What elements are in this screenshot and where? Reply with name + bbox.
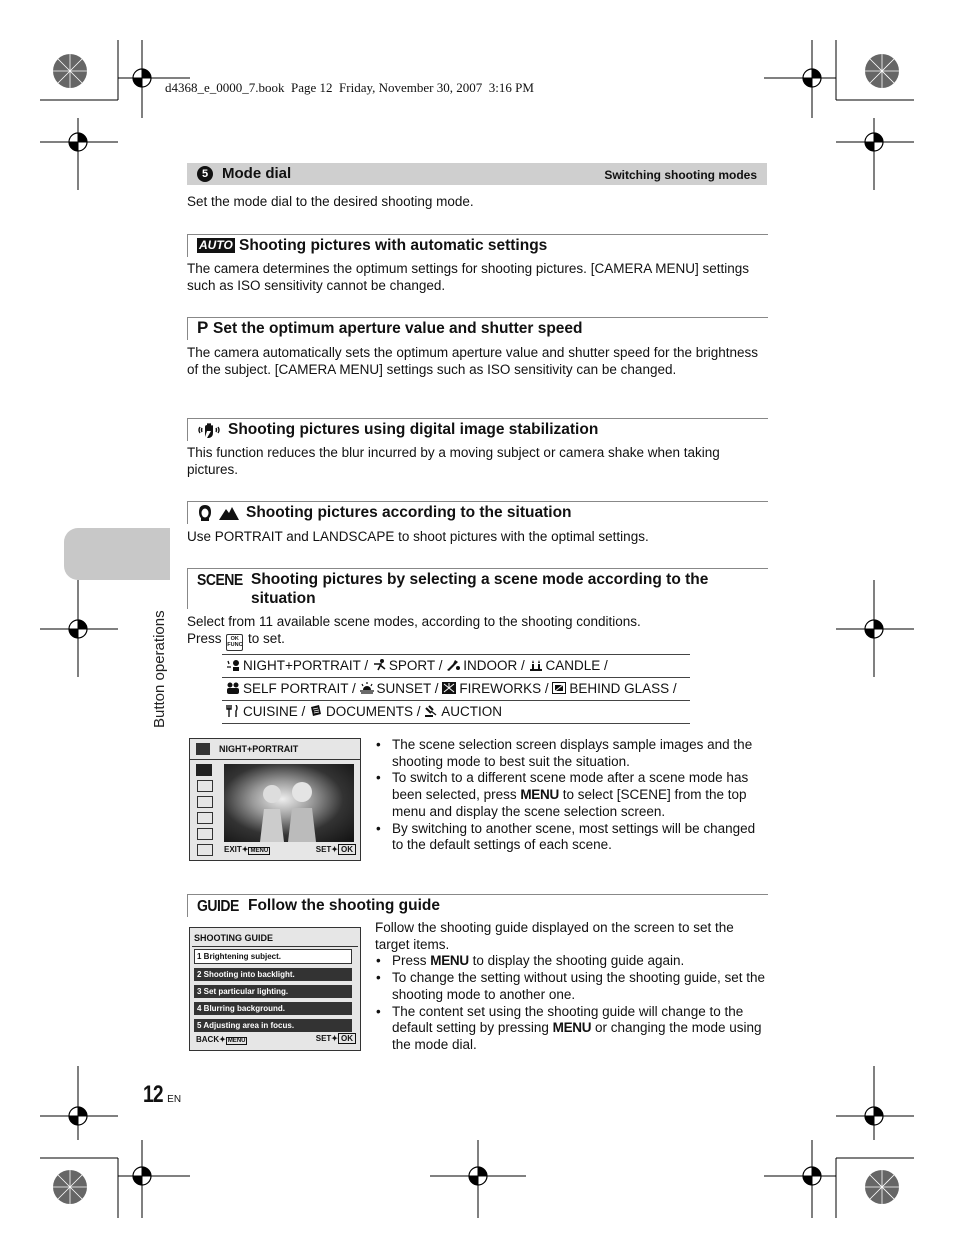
guide-screen-title: SHOOTING GUIDE: [194, 933, 274, 943]
section-auto-header: [187, 234, 768, 257]
scene-icon-item[interactable]: [197, 780, 213, 792]
sport-icon: [372, 656, 386, 668]
auction-icon: [424, 702, 438, 714]
candle-icon: [529, 656, 543, 668]
mode-dial-right-label: Switching shooting modes: [604, 168, 757, 182]
scene-icon-item[interactable]: [197, 812, 213, 824]
section-p-body: The camera automatically sets the optimum aperture value and shutter speed for the brightness of the subject. [CAMERA MENU] settings such as ISO sensitivity can be changed.: [187, 345, 759, 377]
scene-sunset: SUNSET /: [376, 681, 439, 696]
step-number-badge: 5: [197, 166, 213, 182]
menu-button-icon: MENU: [250, 848, 269, 854]
scene-set-label: SET✦ OK: [316, 845, 356, 854]
section-scene-body: Select from 11 available scene modes, according to the shooting conditions.: [187, 614, 641, 629]
ok-func-button-icon: [226, 634, 243, 651]
hand-stabilization-icon: [197, 421, 221, 444]
scene-row-3: [222, 700, 690, 724]
scene-bullets: [375, 737, 767, 854]
section-dis-header: [187, 418, 768, 441]
guide-bullet-2: • To change the setting without using the shooting guide, set the shooting mode to another one.: [375, 970, 767, 1003]
scene-exit-label: EXIT✦ MENU: [224, 845, 269, 854]
guide-item[interactable]: 3 Set particular lighting.: [194, 985, 352, 998]
menu-keyword: MENU: [552, 1020, 592, 1036]
scene-behind-glass: BEHIND GLASS /: [569, 681, 677, 696]
section-dis-body: This function reduces the blur incurred by a moving subject or camera shake when taking pictures.: [187, 445, 720, 477]
scene-self-portrait: SELF PORTRAIT /: [243, 681, 356, 696]
scene-night-portrait: NIGHT+PORTRAIT /: [243, 658, 369, 673]
scene-bullet-1: • The scene selection screen displays sample images and the shooting mode to best suit the situation.: [375, 737, 767, 770]
press-text: Press: [187, 631, 222, 646]
scene-icon-item[interactable]: [196, 764, 212, 776]
landscape-icon: [219, 506, 239, 525]
scene-fireworks: FIREWORKS /: [459, 681, 549, 696]
side-tab-block: [64, 528, 170, 580]
section-scene-title-line2: situation: [251, 590, 316, 607]
scene-icon-item[interactable]: [197, 796, 213, 808]
section-situation-header: [187, 501, 768, 524]
scene-screen-title: NIGHT+PORTRAIT: [219, 744, 299, 754]
scene-sport: SPORT /: [388, 658, 443, 673]
section-scene-title-line1: Shooting pictures by selecting a scene mode according to the: [251, 571, 709, 588]
scene-indoor: INDOOR /: [463, 658, 525, 673]
section-auto-body: The camera determines the optimum settings for shooting pictures. [CAMERA MENU] settings such as ISO sensitivity cannot be changed.: [187, 261, 749, 293]
ok-button-icon: OK: [338, 1033, 356, 1044]
guide-item[interactable]: 2 Shooting into backlight.: [194, 968, 352, 981]
guide-back-label: BACK✦ MENU: [196, 1035, 246, 1044]
page-number: 12: [143, 1081, 163, 1108]
section-situation-title: Shooting pictures according to the situation: [246, 504, 572, 521]
cuisine-icon: [226, 702, 240, 714]
scene-documents: DOCUMENTS /: [326, 704, 421, 719]
scene-icon-item[interactable]: [197, 828, 213, 840]
indoor-icon: [446, 656, 460, 668]
guide-item[interactable]: 1 Brightening subject.: [194, 949, 352, 964]
self-portrait-icon: [226, 679, 240, 691]
mode-dial-intro: Set the mode dial to the desired shooting mode.: [187, 194, 474, 209]
mode-dial-title: Mode dial: [222, 165, 292, 182]
guide-bullet-1: • Press MENU to display the shooting guide again.: [375, 953, 767, 970]
sunset-icon: [360, 679, 374, 691]
section-guide-header: [187, 894, 768, 917]
scene-selection-screen: [189, 738, 361, 861]
ok-label: OK: [230, 636, 239, 642]
auto-icon: AUTO: [199, 238, 233, 252]
page-number-block: [143, 1081, 186, 1109]
scene-bullet-3: • By switching to another scene, most settings will be changed to the default settings of each scene.: [375, 821, 767, 854]
guide-bullets: [375, 953, 767, 1053]
guide-bullet-3: • The content set using the shooting guide will change to the default setting by pressing MENU or changing the mode using the mode dial.: [375, 1004, 767, 1054]
scene-icon-item[interactable]: [197, 844, 213, 856]
to-set-text: to set.: [248, 631, 285, 646]
portrait-icon: [197, 504, 213, 527]
func-label: FUNC: [227, 642, 243, 648]
documents-icon: [309, 702, 323, 714]
ok-button-icon: OK: [338, 844, 356, 855]
scene-bullet-2: • To switch to a different scene mode after a scene mode has been selected, press MENU to select [SCENE] from the top menu and display the scene selection screen.: [375, 770, 767, 820]
mode-dial-bar: [187, 163, 767, 185]
guide-icon: GUIDE: [197, 896, 239, 915]
guide-item[interactable]: 5 Adjusting area in focus.: [194, 1019, 352, 1032]
menu-button-icon: MENU: [227, 1038, 246, 1044]
section-p-header: [187, 317, 768, 340]
guide-intro: Follow the shooting guide displayed on the screen to set the target items.: [375, 920, 734, 952]
section-situation-body: Use PORTRAIT and LANDSCAPE to shoot pictures with the optimal settings.: [187, 529, 649, 544]
section-scene-press-line: [187, 630, 285, 651]
guide-item[interactable]: 4 Blurring background.: [194, 1002, 352, 1015]
section-guide-title: Follow the shooting guide: [248, 897, 441, 914]
fireworks-icon: [442, 679, 456, 691]
side-tab-label: Button operations: [151, 610, 168, 728]
section-scene-header: [187, 568, 768, 609]
guide-text-block: [375, 920, 767, 1054]
scene-auction: AUCTION: [441, 704, 503, 719]
shooting-guide-screen: [189, 927, 361, 1051]
night-portrait-icon: [226, 656, 240, 668]
guide-set-label: SET✦ OK: [316, 1034, 356, 1043]
behind-glass-icon: [552, 679, 566, 691]
menu-keyword: MENU: [430, 953, 469, 969]
sample-photo: [224, 764, 354, 842]
guide-items: [194, 949, 352, 1032]
menu-keyword: MENU: [520, 787, 559, 803]
section-dis-title: Shooting pictures using digital image stabilization: [228, 421, 599, 438]
scene-cuisine: CUISINE /: [243, 704, 306, 719]
section-auto-title: Shooting pictures with automatic settings: [239, 237, 548, 254]
screen-scene-icon: [196, 743, 210, 755]
scene-candle: CANDLE /: [545, 658, 608, 673]
scene-icon-column: [195, 763, 215, 857]
scene-icon: SCENE: [197, 570, 243, 589]
page-language: EN: [167, 1094, 182, 1105]
section-p-title: Set the optimum aperture value and shutter speed: [213, 320, 583, 337]
scene-row-2: [222, 677, 690, 700]
print-header: d4368_e_0000_7.book Page 12 Friday, November 30, 2007 3:16 PM: [165, 80, 534, 95]
scene-row-1: [222, 654, 690, 677]
p-mode-icon: P: [197, 318, 209, 337]
